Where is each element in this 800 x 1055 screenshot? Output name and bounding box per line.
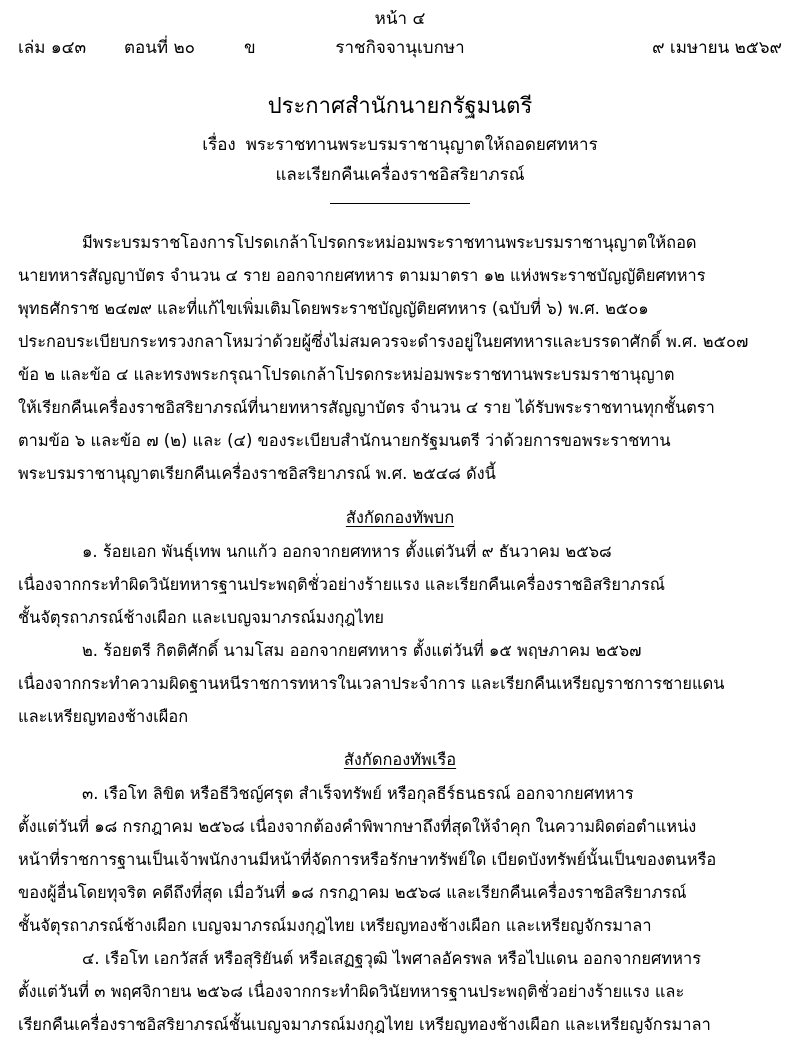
subject-line-1 — [0, 130, 800, 160]
gazette-name: ราชกิจจานุเบกษา — [335, 38, 465, 58]
preamble-line: ข้อ ๒ และข้อ ๔ และทรงพระกรุณาโปรดเกล้าโปรดกระหม่อมพระราชทานพระบรมราชานุญาต — [18, 365, 675, 384]
section-heading-army — [0, 502, 800, 534]
entry-line: เนื่องจากกระทำความผิดฐานหนีราชการทหารในเวลาประจำการ และเรียกคืนเหรียญราชการชายแดน — [18, 674, 725, 693]
gazette-header — [12, 33, 788, 63]
preamble-line: ให้เรียกคืนเครื่องราชอิสริยาภรณ์ที่นายทหารสัญญาบัตร จำนวน ๔ ราย ได้รับพระราชทานทุกชั้นตรา — [18, 398, 715, 417]
section-letter: ข — [244, 38, 256, 58]
entry-line: ๔. เรือโท เอกวัสส์ หรือสุริยันต์ หรือเสฏฐวุฒิ ไพศาลอัครพล หรือไปแดน ออกจากยศทหาร — [82, 949, 701, 968]
entry-line: ๑. ร้อยเอก พันธุ์เทพ นกแก้ว ออกจากยศทหาร ตั้งแต่วันที่ ๙ ธันวาคม ๒๕๖๘ — [82, 542, 612, 561]
entry-line: เนื่องจากกระทำผิดวินัยทหารฐานประพฤติชั่วอย่างร้ายแรง และเรียกคืนเครื่องราชอิสริยาภรณ์ — [18, 575, 665, 594]
preamble-line: มีพระบรมราชโองการโปรดเกล้าโปรดกระหม่อมพระราชทานพระบรมราชานุญาตให้ถอด — [82, 233, 697, 252]
preamble-paragraph — [18, 226, 784, 490]
section-heading-text: สังกัดกองทัพเรือ — [343, 750, 457, 769]
subject-text-1: พระราชทานพระบรมราชานุญาตให้ถอดยศทหาร — [245, 135, 598, 155]
page-number: หน้า ๔ — [374, 9, 426, 29]
entry-line: ชั้นจัตุรถาภรณ์ช้างเผือก และเบญจมาภรณ์มงกุฎไทย — [18, 608, 385, 627]
entry-line: ตั้งแต่วันที่ ๑๘ กรกฎาคม ๒๕๖๘ เนื่องจากต้องคำพิพากษาถึงที่สุดให้จำคุก ในความผิดต่อตำแหน่ง — [18, 817, 697, 836]
entry-line: ชั้นจัตุรถาภรณ์ช้างเผือก เบญจมาภรณ์มงกุฎไทย เหรียญทองช้างเผือก และเหรียญจักรมาลา — [18, 916, 652, 935]
entry-line: ตั้งแต่วันที่ ๓ พฤศจิกายน ๒๕๖๘ เนื่องจากกระทำผิดวินัยทหารฐานประพฤติชั่วอย่างร้ายแรง และ — [18, 982, 685, 1001]
entry-line: หน้าที่ราชการฐานเป็นเจ้าพนักงานมีหน้าที่จัดการหรือรักษาทรัพย์ใด เบียดบังทรัพย์นั้นเป็นของตนหรือ — [18, 850, 717, 869]
section-heading-navy — [0, 744, 800, 776]
announcement-title: ประกาศสำนักนายกรัฐมนตรี — [267, 94, 533, 119]
volume-number: เล่ม ๑๔๓ — [18, 38, 87, 58]
entry-line: เรียกคืนเครื่องราชอิสริยาภรณ์ชั้นเบญจมาภรณ์มงกุฎไทย เหรียญทองช้างเผือก และเหรียญจักรมาลา — [18, 1015, 711, 1034]
army-entries — [18, 535, 784, 733]
publication-date: ๙ เมษายน ๒๕๖๙ — [652, 38, 782, 58]
title-divider — [330, 203, 470, 204]
entry-line: ๓. เรือโท ลิขิต หรือธีวิชญ์ศรุต สำเร็จทรัพย์ หรือกุลธีร์ธนธรณ์ ออกจากยศทหาร — [82, 784, 634, 803]
preamble-line: พุทธศักราช ๒๔๗๙ และที่แก้ไขเพิ่มเติมโดยพระราชบัญญัติยศทหาร (ฉบับที่ ๖) พ.ศ. ๒๕๐๑ — [18, 299, 649, 318]
navy-entries — [18, 777, 784, 1041]
subject-line-2: และเรียกคืนเครื่องราชอิสริยาภรณ์ — [275, 165, 525, 185]
entry-line: และเหรียญทองช้างเผือก — [18, 707, 189, 726]
preamble-line: พระบรมราชานุญาตเรียกคืนเครื่องราชอิสริยาภรณ์ พ.ศ. ๒๕๔๘ ดังนี้ — [18, 464, 496, 483]
issue-number: ตอนที่ ๒๐ — [124, 38, 196, 58]
announcement-subject — [0, 130, 800, 190]
subject-label: เรื่อง — [202, 135, 236, 155]
preamble-line: ประกอบระเบียบกระทรวงกลาโหมว่าด้วยผู้ซึ่งไม่สมควรจะดำรงอยู่ในยศทหารและบรรดาศักดิ์ พ.ศ. ๒๕๐๗ — [18, 332, 749, 351]
preamble-line: ตามข้อ ๖ และข้อ ๗ (๒) และ (๔) ของระเบียบสำนักนายกรัฐมนตรี ว่าด้วยการขอพระราชทาน — [18, 431, 671, 450]
preamble-line: นายทหารสัญญาบัตร จำนวน ๔ ราย ออกจากยศทหาร ตามมาตรา ๑๒ แห่งพระราชบัญญัติยศทหาร — [18, 266, 706, 285]
entry-line: ของผู้อื่นโดยทุจริต คดีถึงที่สุด เมื่อวันที่ ๑๘ กรกฎาคม ๒๕๖๘ และเรียกคืนเครื่องราชอิสริยาภรณ์ — [18, 883, 687, 902]
section-heading-text: สังกัดกองทัพบก — [345, 508, 455, 527]
entry-line: ๒. ร้อยตรี กิตติศักดิ์ นามโสม ออกจากยศทหาร ตั้งแต่วันที่ ๑๕ พฤษภาคม ๒๕๖๗ — [82, 641, 642, 660]
